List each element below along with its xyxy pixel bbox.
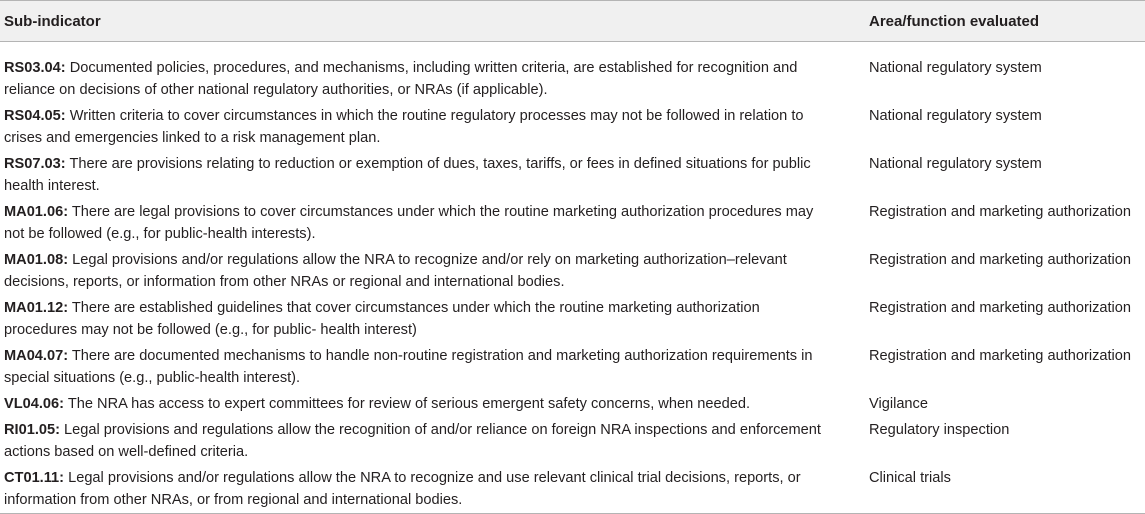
area-cell: National regulatory system: [869, 156, 1042, 172]
indicator-code: RS07.03:: [4, 156, 66, 172]
indicator-text: Legal provisions and/or regulations allow the NRA to recognize and use relevant clinical trial decisions, reports, or information from other NRAs, or from regional and international bodies.: [4, 470, 801, 508]
indicator-text: There are documented mechanisms to handle non-routine registration and marketing authorization requirements in special situations (e.g., public-health interest).: [4, 348, 813, 386]
indicator-text: The NRA has access to expert committees for review of serious emergent safety concerns, when needed.: [64, 396, 751, 412]
indicator-text: Legal provisions and/or regulations allow the NRA to recognize and/or rely on marketing authorization–relevant decisions, reports, or information from other NRAs or regional and international bodies.: [4, 252, 787, 290]
area-cell: Registration and marketing authorization: [869, 204, 1132, 220]
table-row: [0, 201, 1145, 249]
indicator-code: MA01.06:: [4, 204, 69, 220]
header-area-evaluated: Area/function evaluated: [865, 1, 1145, 42]
area-cell: National regulatory system: [869, 60, 1042, 76]
area-cell: Registration and marketing authorization: [869, 348, 1132, 364]
sub-indicator-cell: [0, 345, 865, 393]
indicator-code: VL04.06:: [4, 396, 65, 412]
indicator-code: RS03.04:: [4, 60, 66, 76]
area-cell: Registration and marketing authorization: [869, 252, 1132, 268]
area-cell: Vigilance: [869, 396, 928, 412]
area-cell: Regulatory inspection: [869, 422, 1010, 438]
sub-indicator-cell: [0, 105, 865, 153]
table-row: [0, 419, 1145, 467]
table-row: [0, 153, 1145, 201]
sub-indicator-cell: [0, 297, 865, 345]
area-cell: Clinical trials: [865, 467, 1145, 514]
header-sub-indicator: Sub-indicator: [0, 1, 865, 42]
indicator-text: There are provisions relating to reduction or exemption of dues, taxes, tariffs, or fees in defined situations for public health interest.: [4, 156, 811, 194]
sub-indicator-cell: [0, 42, 865, 106]
sub-indicator-cell: [0, 201, 865, 249]
table-header-row: [0, 1, 1145, 42]
table-row: [0, 105, 1145, 153]
sub-indicator-cell: [0, 153, 865, 201]
table-row: [0, 393, 1145, 419]
indicator-text: There are legal provisions to cover circumstances under which the routine marketing authorization procedures may not be followed (e.g., for public-health interests).: [4, 204, 814, 242]
indicator-code: RS04.05:: [4, 108, 66, 124]
table-row: [0, 467, 1145, 514]
indicator-text: Written criteria to cover circumstances in which the routine regulatory processes may not be followed in relation to crises and emergencies linked to a risk management plan.: [4, 108, 804, 146]
indicator-code: CT01.11:: [4, 470, 65, 486]
indicator-text: There are established guidelines that cover circumstances under which the routine marketing authorization procedures may not be followed (e.g., for public- health interest): [4, 300, 760, 338]
indicator-text: Legal provisions and regulations allow the recognition of and/or reliance on foreign NRA inspections and enforcement actions based on well-defined criteria.: [4, 422, 821, 460]
table-row: [0, 249, 1145, 297]
table-row: [0, 42, 1145, 106]
indicator-code: MA01.12:: [4, 300, 69, 316]
indicator-code: MA01.08:: [4, 252, 69, 268]
indicator-code: MA04.07:: [4, 348, 69, 364]
table-row: [0, 297, 1145, 345]
area-cell: Registration and marketing authorization: [869, 300, 1132, 316]
sub-indicator-cell: [0, 419, 865, 467]
table-row: [0, 345, 1145, 393]
sub-indicator-cell: [0, 393, 865, 419]
area-cell: National regulatory system: [869, 108, 1042, 124]
indicator-code: RI01.05:: [4, 422, 60, 438]
indicator-text: Documented policies, procedures, and mechanisms, including written criteria, are established for recognition and reliance on decisions of other national regulatory authorities, or NRAs (if applicable).: [4, 60, 798, 98]
sub-indicator-cell: [0, 249, 865, 297]
sub-indicator-cell: [0, 467, 865, 514]
